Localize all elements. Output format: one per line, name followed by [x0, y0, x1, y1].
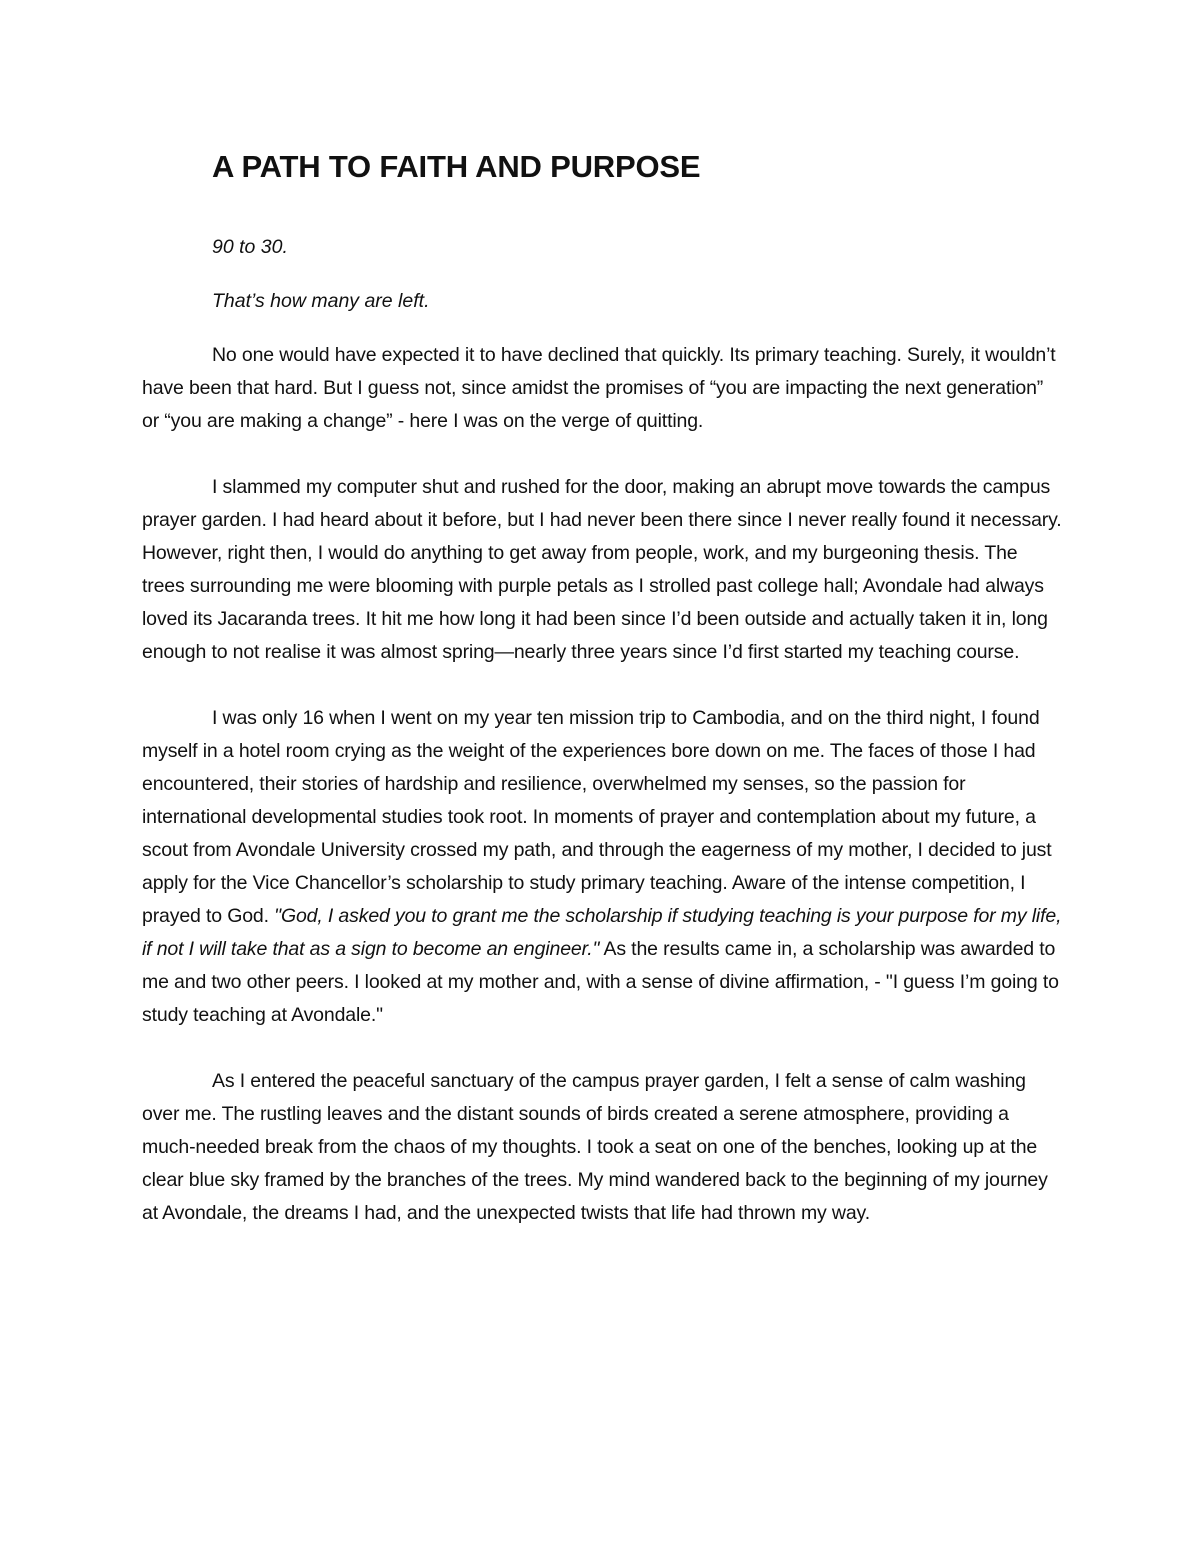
paragraph-2: I slammed my computer shut and rushed for the door, making an abrupt move towards the campus prayer garden. I had heard about it before, but I had never been there since I never really found it necessary. However, right then, I would do anything to get away from people, work, and my burgeoning thesis. The trees surrounding me were blooming with purple petals as I strolled past college hall; Avondale had always loved its Jacaranda trees. It hit me how long it had been since I’d been outside and actually taken it in, long enough to not realise it was almost spring—nearly three years since I’d first started my teaching course.	[142, 476, 1062, 663]
second-line: That’s how many are left.	[212, 290, 430, 312]
opening-line: 90 to 30.	[212, 236, 288, 258]
paragraph-3-text-b: As the results came in, a scholarship was awarded to me and two other peers. I looked at my mother and, with a sense of divine affirmation, - "I guess I’m going to study teaching at Avondale."	[142, 938, 1059, 1026]
paragraph-1: No one would have expected it to have declined that quickly. Its primary teaching. Surely, it wouldn’t have been that hard. But I guess not, since amidst the promises of “you are impacting the next generation” or “you are making a change” - here I was on the verge of quitting.	[142, 344, 1056, 432]
paragraph-3-text-a: I was only 16 when I went on my year ten mission trip to Cambodia, and on the third night, I found myself in a hotel room crying as the weight of the experiences bore down on me. The faces of those I had encountered, their stories of hardship and resilience, overwhelmed my senses, so the passion for international developmental studies took root. In moments of prayer and contemplation about my future, a scout from Avondale University crossed my path, and through the eagerness of my mother, I decided to just apply for the Vice Chancellor’s scholarship to study primary teaching. Aware of the intense competition, I prayed to God.	[142, 707, 1052, 927]
document-body	[142, 145, 1062, 1230]
paragraph-3-prayer-quote: "God, I asked you to grant me the scholarship if studying teaching is your purpose for my life, if not I will take that as a sign to become an engineer."	[142, 905, 1062, 960]
document-title: A PATH TO FAITH AND PURPOSE	[212, 149, 701, 184]
paragraph-4: As I entered the peaceful sanctuary of the campus prayer garden, I felt a sense of calm washing over me. The rustling leaves and the distant sounds of birds created a serene atmosphere, providing a much-needed break from the chaos of my thoughts. I took a seat on one of the benches, looking up at the clear blue sky framed by the branches of the trees. My mind wandered back to the beginning of my journey at Avondale, the dreams I had, and the unexpected twists that life had thrown my way.	[142, 1070, 1048, 1224]
paragraph-3	[142, 702, 1062, 1032]
